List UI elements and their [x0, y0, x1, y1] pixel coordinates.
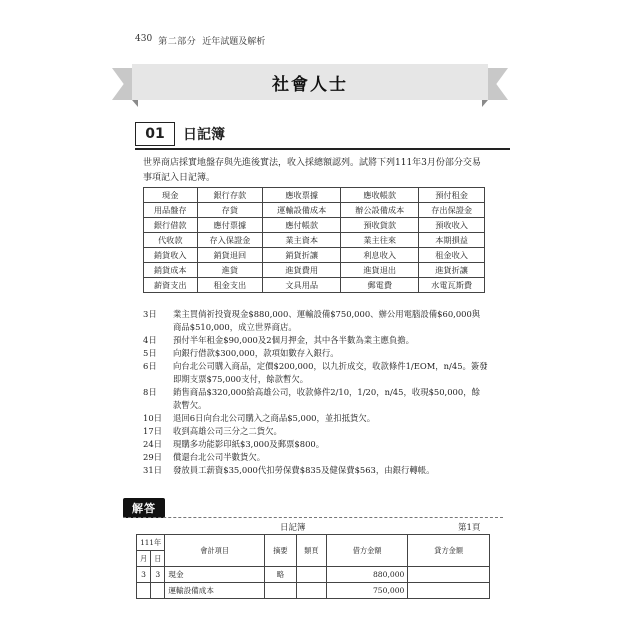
account-cell: 利息收入 [341, 248, 419, 263]
account-cell: 預收貨款 [341, 218, 419, 233]
question-intro: 世界商店採實地盤存與先進後實法，收入採總額認列。試將下列111年3月份部分交易事項記入日記簿。 [143, 158, 481, 183]
transaction-date: 4日 [143, 335, 157, 345]
transaction-item [143, 438, 488, 451]
journal-title: 日記簿 [280, 523, 306, 533]
account-cell: 業主往來 [341, 233, 419, 248]
section-label: 第二部分 [158, 37, 197, 47]
banner-title: 社會人士 [272, 74, 348, 95]
journal-month: 3 [137, 567, 151, 583]
journal-month [137, 583, 151, 599]
account-cell: 辦公設備成本 [341, 203, 419, 218]
account-cell: 文具用品 [263, 278, 341, 293]
heading-underline [135, 148, 510, 150]
transaction-item [143, 464, 488, 477]
account-cell: 應收帳款 [341, 188, 419, 203]
journal-ref [296, 567, 326, 583]
account-cell: 進貨費用 [263, 263, 341, 278]
account-cell: 薪資支出 [144, 278, 198, 293]
journal-debit: 750,000 [326, 583, 408, 599]
account-row [144, 233, 485, 248]
account-cell: 租金支出 [197, 278, 263, 293]
account-cell: 代收款 [144, 233, 198, 248]
banner-body [132, 64, 488, 100]
account-cell: 運輸設備成本 [263, 203, 341, 218]
journal-row [137, 583, 490, 599]
transaction-text: 退回6日向台北公司購入之商品$5,000，並扣抵貨欠。 [173, 413, 376, 423]
journal-header-month: 月 [137, 551, 151, 567]
title-banner [112, 64, 508, 108]
answer-divider [123, 517, 503, 518]
transaction-text: 收到高雄公司三分之二貨欠。 [173, 426, 282, 436]
account-cell: 銀行借款 [144, 218, 198, 233]
account-cell: 進貨退出 [341, 263, 419, 278]
account-cell: 銷貨折讓 [263, 248, 341, 263]
account-cell: 銷貨收入 [144, 248, 198, 263]
transaction-item [143, 334, 488, 347]
account-cell: 郵電費 [341, 278, 419, 293]
account-row [144, 218, 485, 233]
journal-header-year: 111年 [137, 535, 165, 551]
journal-header-account: 會計項目 [165, 535, 265, 567]
account-cell: 進貨 [197, 263, 263, 278]
journal-day: 3 [151, 567, 165, 583]
account-cell: 本期損益 [419, 233, 485, 248]
account-row [144, 188, 485, 203]
account-cell: 進貨折讓 [419, 263, 485, 278]
account-cell: 用品盤存 [144, 203, 198, 218]
transaction-text: 業主買倘祈投資現金$880,000、運輸設備$750,000、辦公用電腦設備$60,000與商品$510,000，成立世界商店。 [173, 309, 481, 332]
journal-summary [264, 583, 296, 599]
transaction-text: 向銀行借款$300,000，款項如數存入銀行。 [173, 348, 339, 358]
account-cell: 租金收入 [419, 248, 485, 263]
journal-page-label: 第1頁 [458, 523, 481, 533]
journal-header-summary: 摘要 [264, 535, 296, 567]
transaction-item [143, 308, 488, 334]
account-row [144, 278, 485, 293]
transaction-item [143, 386, 488, 412]
transaction-date: 31日 [143, 465, 163, 475]
transaction-date: 24日 [143, 439, 163, 449]
journal-header-debit: 借方金額 [326, 535, 408, 567]
account-row [144, 248, 485, 263]
question-title: 日記簿 [183, 127, 225, 143]
question-number: 01 [135, 122, 175, 146]
question-heading [135, 120, 510, 148]
transaction-list [143, 308, 488, 477]
page-number: 430 [135, 34, 153, 44]
transaction-item [143, 412, 488, 425]
transaction-date: 3日 [143, 309, 157, 319]
journal-header-credit: 貸方金額 [408, 535, 490, 567]
transaction-text: 預付半年租金$90,000及2個月押金，其中各半數為業主應負擔。 [173, 335, 414, 345]
page-header [135, 34, 265, 47]
transaction-date: 29日 [143, 452, 163, 462]
transaction-date: 17日 [143, 426, 163, 436]
account-cell: 預收收入 [419, 218, 485, 233]
journal-debit: 880,000 [326, 567, 408, 583]
journal-day [151, 583, 165, 599]
banner-fold-left [132, 100, 138, 107]
journal-credit [408, 567, 490, 583]
answer-badge: 解答 [123, 498, 165, 518]
transaction-date: 10日 [143, 413, 163, 423]
account-cell: 水電瓦斯費 [419, 278, 485, 293]
journal-header-day: 日 [151, 551, 165, 567]
account-row [144, 263, 485, 278]
transaction-text: 發放員工薪資$35,000代扣勞保費$835及健保費$563，由銀行轉帳。 [173, 465, 435, 475]
section-subtitle: 近年試題及解析 [202, 37, 266, 47]
account-cell: 現金 [144, 188, 198, 203]
transaction-text: 銷售商品$320,000給高雄公司，收款條件2/10，1/20，n/45，收現$50,000，餘款暫欠。 [173, 387, 480, 410]
transaction-item [143, 360, 488, 386]
transaction-item [143, 451, 488, 464]
transaction-item [143, 425, 488, 438]
account-cell: 存貨 [197, 203, 263, 218]
transaction-date: 8日 [143, 387, 157, 397]
transaction-text: 現購多功能影印紙$3,000及郵票$800。 [173, 439, 325, 449]
journal-summary: 略 [264, 567, 296, 583]
journal-account: 運輸設備成本 [165, 583, 265, 599]
account-cell: 銷貨成本 [144, 263, 198, 278]
journal-header-ref: 類頁 [296, 535, 326, 567]
account-cell: 銀行存款 [197, 188, 263, 203]
account-cell: 應收票據 [263, 188, 341, 203]
transaction-text: 償還台北公司半數貨欠。 [173, 452, 266, 462]
journal-table [136, 534, 490, 599]
transaction-date: 6日 [143, 361, 157, 371]
journal-row [137, 567, 490, 583]
account-row [144, 203, 485, 218]
account-cell: 銷貨退回 [197, 248, 263, 263]
account-cell: 存入保證金 [197, 233, 263, 248]
transaction-item [143, 347, 488, 360]
account-cell: 應付票據 [197, 218, 263, 233]
account-cell: 業主資本 [263, 233, 341, 248]
transaction-text: 向台北公司購入商品，定價$200,000，以九折成交，收款條件1/EOM，n/45。簽發即期支票$75,000支付，餘款暫欠。 [173, 361, 488, 384]
transaction-date: 5日 [143, 348, 157, 358]
account-cell: 應付帳款 [263, 218, 341, 233]
account-cell: 存出保證金 [419, 203, 485, 218]
account-cell: 預付租金 [419, 188, 485, 203]
banner-fold-right [482, 100, 488, 107]
journal-account: 現金 [165, 567, 265, 583]
account-table [143, 187, 485, 293]
journal-credit [408, 583, 490, 599]
journal-ref [296, 583, 326, 599]
